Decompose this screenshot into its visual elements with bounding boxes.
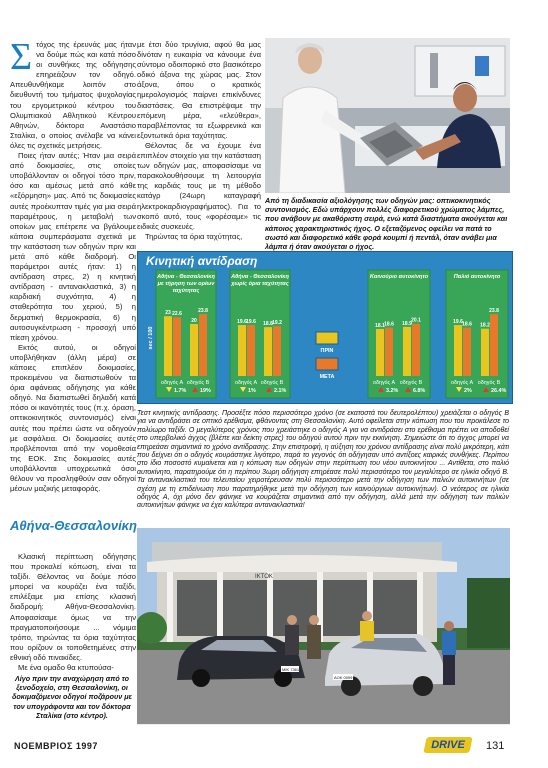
section-heading: Αθήνα-Θεσσαλονίκη bbox=[10, 518, 137, 533]
panel-title: Παλιό αυτοκίνητο bbox=[453, 274, 501, 280]
category-label: οδηγός Α bbox=[450, 380, 474, 386]
category-label: οδηγός Β bbox=[260, 380, 284, 386]
paragraph: Τηρώντας τα όρια ταχύτητας, bbox=[145, 231, 243, 241]
column-middle bbox=[137, 40, 261, 242]
bar-label: 18.6 bbox=[384, 321, 394, 328]
chart-title: Κινητική αντίδραση bbox=[146, 254, 258, 268]
paragraph: Θέλοντας δε να έχουμε ένα επιπλέον στοιχείο για την κατάσταση των οδηγών μας, αποφασίσαμε να παρακολουθήσουμε τη λειτουργία της καρδιάς τους με τη μέθοδο κατάγρ (24ωρη καταγραφή ηλεκτροκαρδιογραφήματος). Για το σκοπό αυτό, τους «φορέσαμε» τις ειδικές συσκευές. bbox=[137, 140, 261, 231]
hotel-photo-illustration bbox=[137, 528, 510, 724]
change-label: 3.2% bbox=[386, 388, 399, 394]
reaction-chart bbox=[137, 251, 513, 404]
bar-label: 22.6 bbox=[172, 311, 182, 318]
bar-before bbox=[376, 329, 384, 376]
hotel-photo bbox=[137, 528, 510, 724]
lab-photo-illustration bbox=[265, 38, 510, 193]
paragraph: τόχος της έρευνάς μας ήταν να δούμε πώς και κατά πόσο οι συνθήκες της οδήγησης επηρεάζουν τον οδηγό. Απευθυνθήκαμε λοιπόν στο διευθυντή του τμήματος ψυχολογίας του εργομετρικού κέντρου του Ολυμπιακού Αθλητικού Κέντρου Αθηνών, δόκτορα Αναστάσιο Σταλίκα, ο οποίος ανέλαβε να κάνει όλες τις σχετικές μετρήσεις. bbox=[10, 40, 136, 150]
bar-label: 23.8 bbox=[489, 308, 499, 315]
bar-before bbox=[164, 316, 172, 376]
panel-title: Καινούριο αυτοκίνητο bbox=[369, 274, 429, 280]
bar-before bbox=[264, 327, 272, 376]
lab-photo-caption: Από τη διαδικασία αξιολόγησης των οδηγών μας: οπτικοκινητικός συντονισμός. Εδώ υπάρχουν πολλές διαφορετικού χρώματος λάμπες, που ανάβουν με ακαθόριστη σειρά, ενώ κατά διαστήματα ακούγεται και κάποιος χαρακτηριστικός ήχος. Ο εξεταζόμενος οφείλει να πατά το σωστό και διαφορετικό κάθε φορά κουμπί ή πεντάλ, όταν ανάβει μια λάμπα ή όταν ακούγεται ο ήχος. bbox=[265, 196, 508, 252]
change-label: 19% bbox=[200, 388, 211, 394]
category-label: οδηγός Α bbox=[160, 380, 184, 386]
change-label: 2% bbox=[464, 388, 472, 394]
bar-after bbox=[273, 326, 281, 376]
hotel-sign: ΙΚΤΟΚ bbox=[255, 574, 273, 580]
panel-title: ταχύτητας bbox=[172, 288, 200, 294]
page-number: 131 bbox=[486, 740, 505, 752]
plate-right: ΑΟΚ 0099 bbox=[334, 675, 353, 680]
footer-month: ΝΟΕΜΒΡΙΟΣ 1997 bbox=[14, 741, 98, 751]
bar-after bbox=[412, 324, 420, 376]
bar-after bbox=[247, 325, 255, 376]
bar-label: 18.8 bbox=[263, 321, 273, 328]
column-left-lower bbox=[10, 552, 136, 673]
panel-title: Αθήνα - Θεσσαλονίκη bbox=[231, 274, 289, 280]
paragraph: Εκτός αυτού, οι οδηγοί υποβλήθηκαν (άλλη μέρα) σε κάποιες επιπλέον δοκιμασίες, προκειμένου να διαπιστωθούν τα όρια αφάνειας οδήγησης για κάθε οδηγό. Να διαπιστωθεί δηλαδή κατά πόσο οι ικανότητές τους (π.χ. όραση, οπτικοκινητικός συντονισμός) είναι αυτές που πρέπει ώστε να οδηγούν με ασφάλεια. Οι δοκιμασίες αυτές προβλέπονται από την νομοθεσία της ΕΟΚ. Στις δοκιμασίες αυτές υποβάλλονται υποχρεωτικά όσοι θέλουν να προσληφθούν σαν οδηγοί μέσων μαζικής μεταφοράς. bbox=[10, 342, 136, 494]
category-label: οδηγός Β bbox=[477, 380, 501, 386]
bar-after bbox=[199, 314, 207, 376]
bar-label: 23.8 bbox=[198, 308, 208, 315]
category-label: οδηγός Β bbox=[399, 380, 423, 386]
bar-after bbox=[385, 328, 393, 376]
bar-after bbox=[490, 314, 498, 376]
bar-label: 19.6 bbox=[237, 319, 247, 326]
category-label: οδηγός Α bbox=[372, 380, 396, 386]
bar-label: 19.6 bbox=[453, 319, 463, 326]
change-label: 26.4% bbox=[491, 388, 507, 394]
caption-shadow bbox=[137, 724, 510, 725]
chart-description: Τεστ κινητικής αντίδρασης. Προσέξτε πόσο περισσότερο χρόνο (σε εκατοστά του δευτερολέπτου) χρειάζεται ο οδηγός Β για να αντιδράσει σε οπτικό ερέθισμα, φθάνοντας στη Θεσσαλονίκη. Αυτό οφείλεται στην κόπωση που του προκάλεσε το πολύωρο ταξίδι. Ο μεγαλύτερος χρόνος που χρειάστηκε ο οδηγός Α για να αντιδράσει στο ερέθισμα πρέπει να αποδοθεί στο υπερβολικό άγχος (βλέπε και δείκτη στρες) του οδηγού αυτού πριν την εκκίνηση. Σημειώστε ότι το άγχος μπορεί να επηρεάσει σημαντικά το χρόνο αντίδρασης. Στην επιστροφή, η αύξηση του χρόνου αντίδρασης είναι πολύ μικρότερη, κάτι που δείχνει ότι ο οδηγός κουράστηκε λιγότερο, παρά το γεγονός ότι οδήγησαν υπό αντίξοες καιρικές συνθήκες. Περίπου στο ίδιο ποσοστό κυμαίνεται και η κόπωση των οδηγών στην περίπτωση του νέου αυτοκινήτου ... Αντίθετα, στο παλιό αυτοκίνητο, παρατηρούμε ότι η περίπου 3ωρη οδήγηση επηρέασε πολύ περισσότερο τον μεγαλύτερο σε ηλικία οδηγό Β. Τα αντανακλαστικά του τελευταίου χειροτέρευσαν πολύ περισσότερο μετά την οδήγηση των παλιών αυτοκινήτων (σε σχέση με τη επιδείνωση που παρατηρήθηκε μετά την οδήγηση των καινούργιων αυτοκινήτων). Ο νεότερος σε ηλικία οδηγός Α, όχι μόνο δεν φάνηκε να κουράζεται σημαντικά από την οδήγηση, αλλά μετά την οδήγηση των παλιών αυτοκινήτων φάνηκε να έχει καλύτερα αντανακλαστικά! bbox=[137, 410, 509, 510]
bar-label: 23 bbox=[165, 310, 171, 317]
change-label: 1% bbox=[248, 388, 256, 394]
change-label: 6.8% bbox=[413, 388, 426, 394]
panel-title: με τήρηση των ορίων bbox=[157, 281, 215, 287]
bar-label: 20.1 bbox=[411, 317, 421, 324]
legend-label: ΜΕΤΑ bbox=[319, 374, 335, 380]
paragraph: Με ένα ομαδο θα κτυπούσα- bbox=[18, 663, 114, 673]
paragraph: με έτσι δύο τρυγίνια, αφού θα μας δίνόταν η ευκαιρία να κάνουμε ένα σύντομο οδοιπορικό στο βασικότερο οδικό άξονα της χώρας μας. Στον άξονα, όπου ο κρατικός ημερολογισμός παίρνει επικίνδυνες διαστάσεις. Θα επιστρέψαμε την επόμενη μέρα, «ελεύθερα», παραβλέποντας τα εξωφρενικά και εξοντωτικά όρια ταχύτητας. bbox=[137, 40, 261, 140]
panel-title: Αθήνα - Θεσσαλονίκη bbox=[157, 274, 215, 280]
paragraph: Ποιες ήταν αυτές; Ήταν μια σειρά από δοκιμασίες, στις οποίες υποβάλλονταν οι οδηγοί τόσο πριν, όσο και αμέσως μετά από κάθε «εξόρμηση» μας. Από τις δοκιμασίες αυτές προέκυπταν τιμές για μια σειρά παραμέτρους, η μεταβολή των οποίων μας επέτρεπε να βγάλουμε κάποια συμπεράσματα σχετικά με την κατάσταση των οδηγών πριν και μετά από κάθε διαδρομή. Οι παράμετροι αυτές ήταν: 1) η αντίδραση στρες, 2) η κινητική αντίδραση - αντανακλαστικά, 3) η καρδιακή συχνότητα, 4) η σταθερότητα του χεριού, 5) η δερματική θερμοκρασία, 6) η αυτοσυγκέντρωση - προσοχή υπό πίεση χρόνου. bbox=[10, 151, 136, 342]
category-label: οδηγός Β bbox=[186, 380, 210, 386]
hotel-photo-caption: Λίγο πριν την αναχώρηση από το ξενοδοχείο, στη Θεσσαλονίκη, οι δοκιμαζόμενοι οδηγοί ποζάρουν με τον υπογράφοντα και τον δόκτορα Σταλίκα (στο κέντρο). bbox=[12, 674, 132, 720]
bar-before bbox=[454, 325, 462, 376]
bar-before bbox=[481, 329, 489, 376]
bar-label: 19.6 bbox=[246, 319, 256, 326]
bar-label: 18.9 bbox=[402, 320, 412, 327]
change-label: 1.7% bbox=[174, 388, 187, 394]
bar-label: 19.2 bbox=[272, 320, 282, 327]
drive-logo bbox=[423, 737, 472, 753]
plate-left: ΜΙΚ 7361 bbox=[282, 667, 300, 672]
drive-logo-text: DRIVE bbox=[431, 739, 465, 751]
drop-cap: Σ bbox=[10, 36, 33, 78]
chart-canvas bbox=[138, 252, 512, 403]
change-label: 2.1% bbox=[274, 388, 287, 394]
bar-label: 18.1 bbox=[375, 322, 385, 329]
bar-label: 20 bbox=[191, 318, 197, 324]
paragraph: Κλασική περίπτωση οδήγησης που προκαλεί κόπωση, είναι τα ταξίδι. Θέλοντας να δούμε πόσο μπορεί να κουράζει ένα ταξίδι, επιλέξαμε μια επίσης κλασική διαδρομή: Αθήνα-Θεσσαλονίκη. Αποφασίσαμε όμως να την πραγματοποιήσουμε ... νόμιμα τρόπο, τηρώντας τα όρια ταχύτητας που ορίζουν οι τοποθετημένες στην εθνική οδό πινακίδες. bbox=[10, 552, 136, 662]
bar-before bbox=[238, 325, 246, 376]
category-label: οδηγός Α bbox=[234, 380, 258, 386]
legend-swatch bbox=[316, 358, 338, 370]
bar-after bbox=[463, 328, 471, 376]
panel-title: χωρίς όρια ταχύτητας bbox=[231, 281, 289, 287]
bar-before bbox=[190, 324, 198, 376]
legend-label: ΠΡΙΝ bbox=[320, 348, 334, 354]
bar-after bbox=[173, 317, 181, 376]
legend-swatch bbox=[316, 332, 338, 344]
bar-label: 18.2 bbox=[480, 322, 490, 329]
y-axis-label: sec / 100 bbox=[148, 326, 154, 350]
bar-before bbox=[403, 327, 411, 376]
column-left bbox=[10, 36, 136, 494]
lab-photo bbox=[265, 38, 510, 193]
bar-label: 18.6 bbox=[462, 321, 472, 328]
